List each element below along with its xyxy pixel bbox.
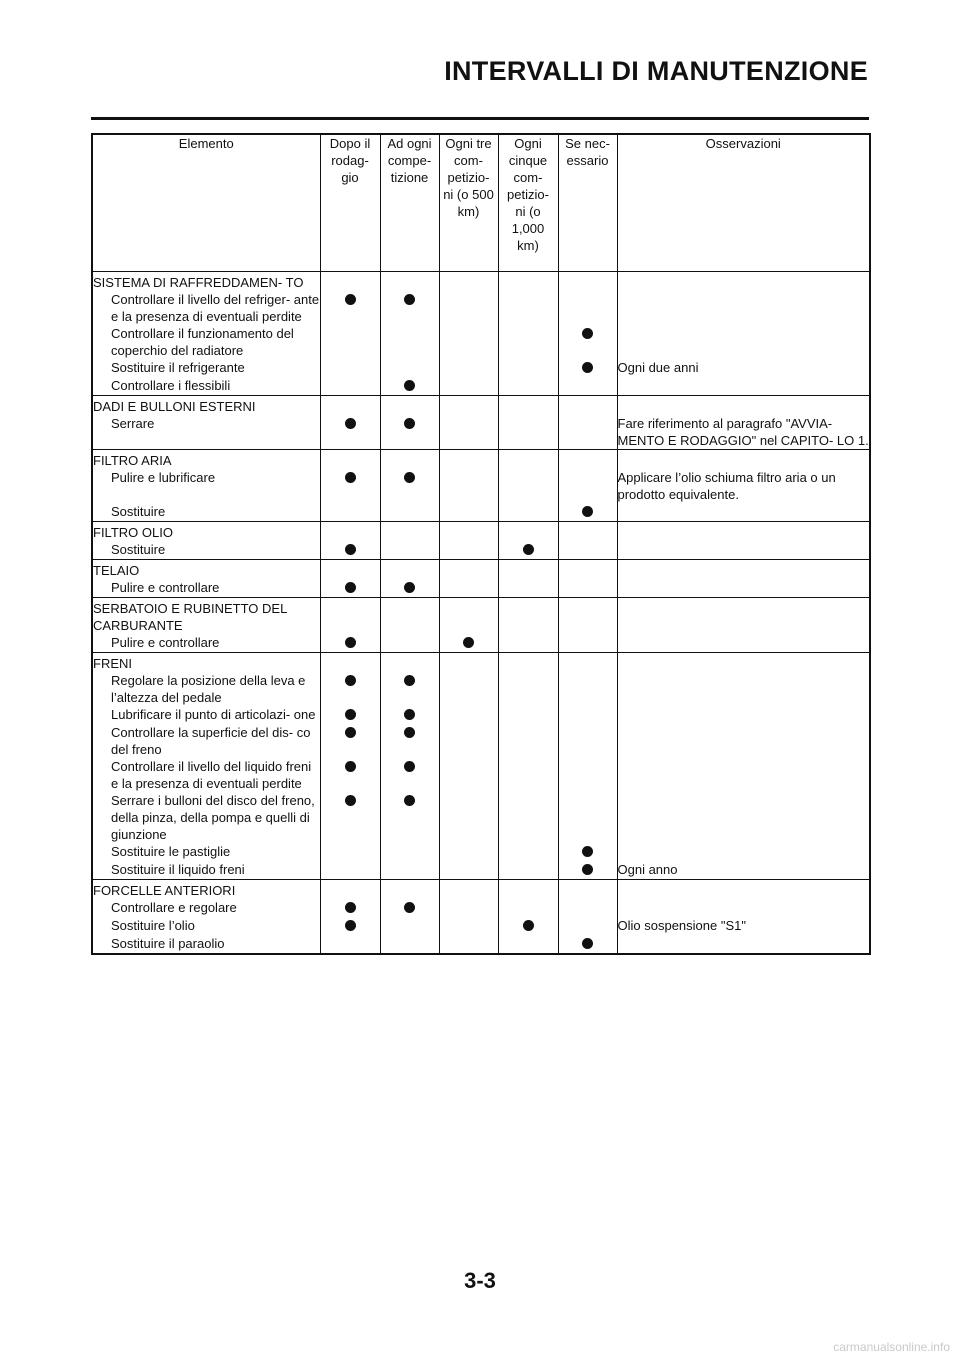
col-se-necessario: Se nec- essario bbox=[558, 134, 617, 272]
bullet-icon bbox=[404, 472, 415, 483]
maintenance-item: Sostituire le pastiglie bbox=[92, 843, 320, 861]
col-ogni-competizione: Ad ogni compe- tizione bbox=[380, 134, 439, 272]
interval-cell-ogni-tre bbox=[439, 935, 498, 954]
interval-cell-dopo bbox=[320, 706, 380, 724]
interval-cell-ogni-cinque bbox=[498, 579, 558, 598]
title-rule bbox=[91, 117, 869, 120]
observation-note bbox=[617, 792, 870, 843]
interval-cell-se-nec bbox=[558, 758, 617, 792]
interval-cell-se-nec bbox=[558, 935, 617, 954]
interval-cell-se-nec bbox=[558, 672, 617, 706]
maintenance-item: Serrare bbox=[92, 415, 320, 450]
interval-cell-ogni-tre bbox=[439, 843, 498, 861]
interval-cell-se-nec bbox=[558, 861, 617, 880]
col-ogni-cinque: Ogni cinque com- petizio- ni (o 1,000 km) bbox=[498, 134, 558, 272]
bullet-icon bbox=[404, 761, 415, 772]
bullet-icon bbox=[463, 637, 474, 648]
interval-cell-ogni-tre bbox=[439, 672, 498, 706]
interval-cell-ogni-cinque bbox=[498, 899, 558, 917]
interval-cell-ogni-tre bbox=[439, 706, 498, 724]
interval-cell-ogni-gara bbox=[380, 899, 439, 917]
interval-cell-ogni-tre bbox=[439, 899, 498, 917]
observation-note bbox=[617, 843, 870, 861]
maintenance-item: Serrare i bulloni del disco del freno, della pinza, della pompa e quelli di giunzione bbox=[92, 792, 320, 843]
observation-note bbox=[617, 672, 870, 706]
bullet-icon bbox=[345, 675, 356, 686]
interval-cell-ogni-tre bbox=[439, 377, 498, 396]
table-row bbox=[92, 503, 870, 522]
interval-cell-ogni-tre bbox=[439, 469, 498, 503]
maintenance-item: Sostituire bbox=[92, 503, 320, 522]
section-name: SISTEMA DI RAFFREDDAMEN- TO bbox=[92, 272, 320, 292]
interval-cell-ogni-cinque bbox=[498, 917, 558, 935]
maintenance-item: Sostituire il liquido freni bbox=[92, 861, 320, 880]
table-row bbox=[92, 758, 870, 792]
observation-note: Fare riferimento al paragrafo "AVVIA- MENTO E RODAGGIO" nel CAPITO- LO 1. bbox=[617, 416, 869, 448]
bullet-icon bbox=[582, 938, 593, 949]
observation-note bbox=[617, 899, 870, 917]
section-name: FORCELLE ANTERIORI bbox=[92, 880, 320, 900]
interval-cell-ogni-cinque bbox=[498, 758, 558, 792]
maintenance-item: Sostituire il refrigerante bbox=[92, 359, 320, 377]
interval-cell-ogni-tre bbox=[439, 541, 498, 560]
table-row bbox=[92, 843, 870, 861]
interval-cell-se-nec bbox=[558, 415, 617, 450]
interval-cell-ogni-gara bbox=[380, 706, 439, 724]
maintenance-item: Sostituire bbox=[92, 541, 320, 560]
interval-cell-ogni-gara bbox=[380, 541, 439, 560]
interval-cell-se-nec bbox=[558, 503, 617, 522]
interval-cell-ogni-gara bbox=[380, 469, 439, 503]
section-header-row bbox=[92, 522, 870, 542]
observation-note bbox=[617, 724, 870, 758]
table-row bbox=[92, 469, 870, 503]
interval-cell-dopo bbox=[320, 291, 380, 325]
interval-cell-ogni-tre bbox=[439, 325, 498, 359]
interval-cell-ogni-tre bbox=[439, 359, 498, 377]
maintenance-item: Lubrificare il punto di articolazi- one bbox=[92, 706, 320, 724]
interval-cell-ogni-gara bbox=[380, 935, 439, 954]
interval-cell-ogni-cinque bbox=[498, 634, 558, 653]
section-name: FILTRO OLIO bbox=[92, 522, 320, 542]
observation-note bbox=[617, 377, 870, 396]
maintenance-item: Controllare la superficie del dis- co del freno bbox=[92, 724, 320, 758]
section-header-row bbox=[92, 560, 870, 580]
section-header-row bbox=[92, 598, 870, 635]
interval-cell-ogni-gara bbox=[380, 291, 439, 325]
table-body bbox=[92, 272, 870, 955]
interval-cell-ogni-tre bbox=[439, 503, 498, 522]
observation-note bbox=[617, 634, 870, 653]
interval-cell-ogni-tre bbox=[439, 724, 498, 758]
bullet-icon bbox=[404, 418, 415, 429]
section-header-row bbox=[92, 653, 870, 673]
observation-note bbox=[617, 325, 870, 359]
page-title: INTERVALLI DI MANUTENZIONE bbox=[444, 56, 868, 86]
interval-cell-ogni-cinque bbox=[498, 672, 558, 706]
section-name: TELAIO bbox=[92, 560, 320, 580]
interval-cell-dopo bbox=[320, 503, 380, 522]
interval-cell-ogni-cinque bbox=[498, 503, 558, 522]
bullet-icon bbox=[345, 544, 356, 555]
bullet-icon bbox=[523, 920, 534, 931]
table-row bbox=[92, 359, 870, 377]
table-row bbox=[92, 899, 870, 917]
interval-cell-dopo bbox=[320, 792, 380, 843]
interval-cell-dopo bbox=[320, 758, 380, 792]
bullet-icon bbox=[582, 506, 593, 517]
interval-cell-ogni-cinque bbox=[498, 724, 558, 758]
bullet-icon bbox=[345, 761, 356, 772]
bullet-icon bbox=[345, 920, 356, 931]
maintenance-item: Sostituire l’olio bbox=[92, 917, 320, 935]
interval-cell-ogni-gara bbox=[380, 758, 439, 792]
interval-cell-ogni-gara bbox=[380, 579, 439, 598]
bullet-icon bbox=[345, 709, 356, 720]
bullet-icon bbox=[404, 902, 415, 913]
interval-cell-ogni-gara bbox=[380, 634, 439, 653]
interval-cell-dopo bbox=[320, 843, 380, 861]
interval-cell-ogni-gara bbox=[380, 792, 439, 843]
interval-cell-ogni-gara bbox=[380, 672, 439, 706]
bullet-icon bbox=[404, 675, 415, 686]
interval-cell-dopo bbox=[320, 724, 380, 758]
interval-cell-ogni-cinque bbox=[498, 291, 558, 325]
table-row bbox=[92, 291, 870, 325]
section-name: DADI E BULLONI ESTERNI bbox=[92, 396, 320, 416]
section-header-row bbox=[92, 396, 870, 416]
interval-cell-se-nec bbox=[558, 843, 617, 861]
interval-cell-dopo bbox=[320, 325, 380, 359]
bullet-icon bbox=[582, 846, 593, 857]
interval-cell-dopo bbox=[320, 634, 380, 653]
interval-cell-ogni-cinque bbox=[498, 706, 558, 724]
bullet-icon bbox=[582, 864, 593, 875]
table-row bbox=[92, 706, 870, 724]
interval-cell-ogni-gara bbox=[380, 503, 439, 522]
interval-cell-ogni-gara bbox=[380, 377, 439, 396]
interval-cell-se-nec bbox=[558, 634, 617, 653]
bullet-icon bbox=[345, 727, 356, 738]
maintenance-item: Pulire e controllare bbox=[92, 634, 320, 653]
interval-cell-se-nec bbox=[558, 706, 617, 724]
maintenance-item: Controllare il livello del liquido freni e la presenza di eventuali perdite bbox=[92, 758, 320, 792]
interval-cell-ogni-tre bbox=[439, 291, 498, 325]
table-row bbox=[92, 377, 870, 396]
bullet-icon bbox=[523, 544, 534, 555]
interval-cell-ogni-cinque bbox=[498, 377, 558, 396]
col-elemento: Elemento bbox=[92, 134, 320, 272]
interval-cell-ogni-tre bbox=[439, 917, 498, 935]
interval-cell-se-nec bbox=[558, 377, 617, 396]
interval-cell-se-nec bbox=[558, 469, 617, 503]
interval-cell-ogni-tre bbox=[439, 579, 498, 598]
maintenance-item: Sostituire il paraolio bbox=[92, 935, 320, 954]
table-row bbox=[92, 935, 870, 954]
table-row bbox=[92, 917, 870, 935]
interval-cell-dopo bbox=[320, 377, 380, 396]
table-row bbox=[92, 861, 870, 880]
interval-cell-ogni-gara bbox=[380, 415, 439, 450]
interval-cell-se-nec bbox=[558, 359, 617, 377]
bullet-icon bbox=[345, 902, 356, 913]
observation-note: Applicare l’olio schiuma filtro aria o un prodotto equivalente. bbox=[617, 469, 870, 503]
section-name: FRENI bbox=[92, 653, 320, 673]
observation-note: Ogni due anni bbox=[617, 359, 870, 377]
interval-cell-ogni-tre bbox=[439, 758, 498, 792]
interval-cell-ogni-gara bbox=[380, 861, 439, 880]
maintenance-table bbox=[91, 133, 871, 955]
interval-cell-ogni-cinque bbox=[498, 541, 558, 560]
observation-note bbox=[617, 758, 870, 792]
bullet-icon bbox=[345, 637, 356, 648]
interval-cell-dopo bbox=[320, 579, 380, 598]
maintenance-item: Pulire e controllare bbox=[92, 579, 320, 598]
table-row bbox=[92, 792, 870, 843]
observation-note bbox=[617, 503, 870, 522]
observation-note bbox=[617, 706, 870, 724]
interval-cell-ogni-cinque bbox=[498, 792, 558, 843]
observation-note bbox=[617, 541, 870, 560]
bullet-icon bbox=[345, 795, 356, 806]
interval-cell-dopo bbox=[320, 917, 380, 935]
interval-cell-ogni-gara bbox=[380, 917, 439, 935]
interval-cell-ogni-tre bbox=[439, 861, 498, 880]
interval-cell-ogni-cinque bbox=[498, 861, 558, 880]
interval-cell-ogni-gara bbox=[380, 724, 439, 758]
interval-cell-ogni-cinque bbox=[498, 415, 558, 450]
watermark: carmanualsonline.info bbox=[833, 1340, 950, 1354]
maintenance-item: Controllare e regolare bbox=[92, 899, 320, 917]
maintenance-item: Regolare la posizione della leva e l’altezza del pedale bbox=[92, 672, 320, 706]
bullet-icon bbox=[582, 328, 593, 339]
bullet-icon bbox=[404, 709, 415, 720]
observation-note bbox=[617, 579, 870, 598]
interval-cell-dopo bbox=[320, 672, 380, 706]
section-name: SERBATOIO E RUBINETTO DEL CARBURANTE bbox=[92, 598, 320, 635]
section-header-row bbox=[92, 880, 870, 900]
section-name: FILTRO ARIA bbox=[92, 450, 320, 470]
interval-cell-ogni-cinque bbox=[498, 325, 558, 359]
bullet-icon bbox=[404, 294, 415, 305]
observation-note: Olio sospensione "S1" bbox=[617, 917, 870, 935]
bullet-icon bbox=[404, 795, 415, 806]
observation-note bbox=[617, 291, 870, 325]
bullet-icon bbox=[345, 418, 356, 429]
page-number: 3-3 bbox=[464, 1268, 496, 1293]
maintenance-item: Pulire e lubrificare bbox=[92, 469, 320, 503]
interval-cell-se-nec bbox=[558, 917, 617, 935]
bullet-icon bbox=[345, 582, 356, 593]
interval-cell-ogni-cinque bbox=[498, 843, 558, 861]
bullet-icon bbox=[404, 380, 415, 391]
table-header-row bbox=[92, 134, 870, 272]
interval-cell-ogni-tre bbox=[439, 792, 498, 843]
interval-cell-se-nec bbox=[558, 325, 617, 359]
section-header-row bbox=[92, 450, 870, 470]
interval-cell-se-nec bbox=[558, 291, 617, 325]
section-header-row bbox=[92, 272, 870, 292]
maintenance-item: Controllare i flessibili bbox=[92, 377, 320, 396]
interval-cell-se-nec bbox=[558, 541, 617, 560]
interval-cell-dopo bbox=[320, 935, 380, 954]
table-row bbox=[92, 634, 870, 653]
maintenance-item: Controllare il livello del refriger- ante e la presenza di eventuali perdite bbox=[92, 291, 320, 325]
interval-cell-ogni-tre bbox=[439, 634, 498, 653]
col-osservazioni: Osservazioni bbox=[617, 134, 870, 272]
interval-cell-se-nec bbox=[558, 579, 617, 598]
interval-cell-se-nec bbox=[558, 792, 617, 843]
interval-cell-ogni-cinque bbox=[498, 359, 558, 377]
interval-cell-ogni-gara bbox=[380, 359, 439, 377]
interval-cell-dopo bbox=[320, 469, 380, 503]
interval-cell-dopo bbox=[320, 541, 380, 560]
col-ogni-tre: Ogni tre com- petizio- ni (o 500 km) bbox=[439, 134, 498, 272]
bullet-icon bbox=[404, 727, 415, 738]
table-row bbox=[92, 672, 870, 706]
bullet-icon bbox=[345, 472, 356, 483]
table-row bbox=[92, 415, 870, 450]
col-dopo-rodaggio: Dopo il rodag- gio bbox=[320, 134, 380, 272]
interval-cell-ogni-gara bbox=[380, 325, 439, 359]
interval-cell-dopo bbox=[320, 861, 380, 880]
interval-cell-dopo bbox=[320, 359, 380, 377]
table-row bbox=[92, 541, 870, 560]
maintenance-item: Controllare il funzionamento del coperchio del radiatore bbox=[92, 325, 320, 359]
interval-cell-se-nec bbox=[558, 724, 617, 758]
interval-cell-ogni-gara bbox=[380, 843, 439, 861]
observation-note: Ogni anno bbox=[617, 861, 870, 880]
interval-cell-ogni-cinque bbox=[498, 935, 558, 954]
interval-cell-dopo bbox=[320, 415, 380, 450]
bullet-icon bbox=[582, 362, 593, 373]
interval-cell-ogni-tre bbox=[439, 415, 498, 450]
observation-note bbox=[617, 935, 870, 954]
interval-cell-se-nec bbox=[558, 899, 617, 917]
interval-cell-ogni-cinque bbox=[498, 469, 558, 503]
bullet-icon bbox=[345, 294, 356, 305]
bullet-icon bbox=[404, 582, 415, 593]
interval-cell-dopo bbox=[320, 899, 380, 917]
table-row bbox=[92, 724, 870, 758]
table-row bbox=[92, 579, 870, 598]
table-row bbox=[92, 325, 870, 359]
